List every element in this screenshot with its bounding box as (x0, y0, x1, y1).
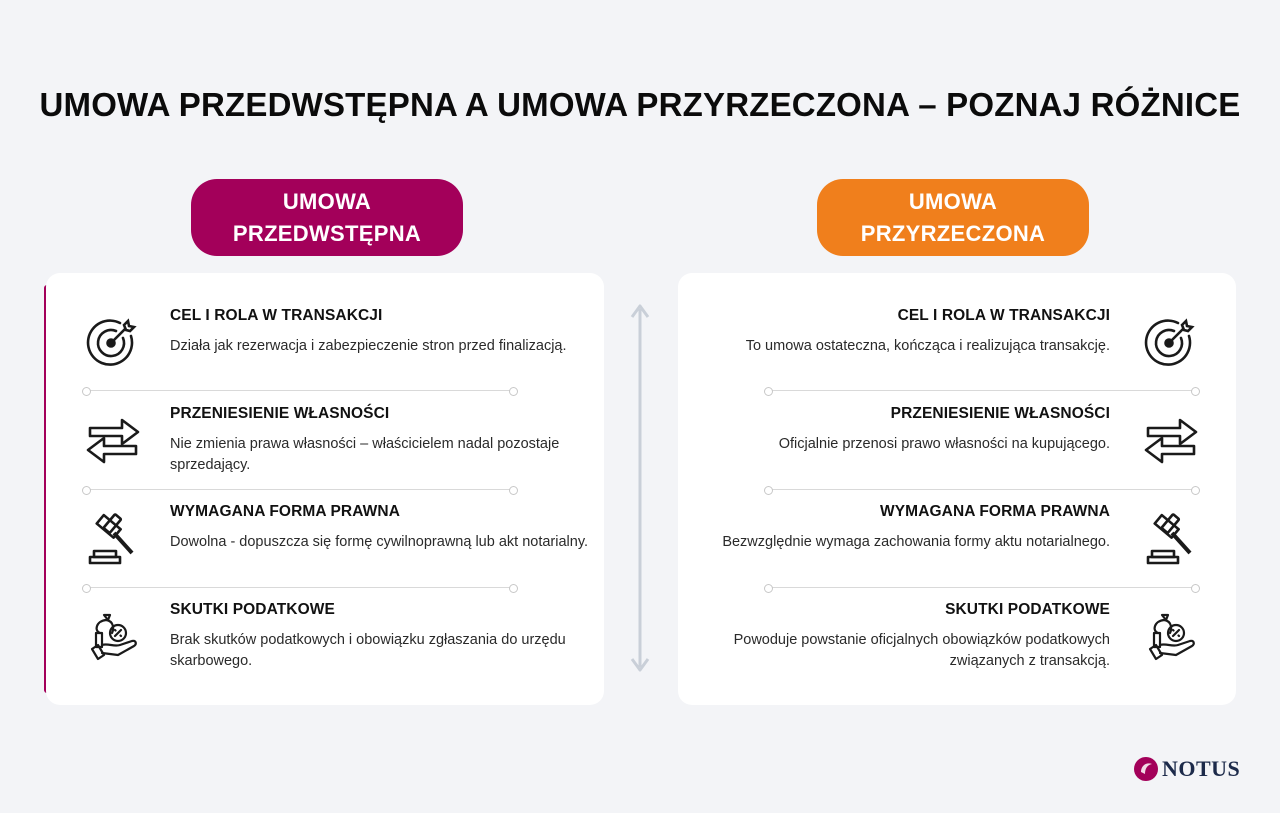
item-description: Powoduje powstanie oficjalnych obowiązków podatkowych związanych z transakcją. (733, 632, 1110, 669)
separator (768, 390, 1196, 391)
list-item (170, 601, 590, 672)
pill-umowa-przyrzeczona (817, 179, 1089, 256)
item-heading: PRZENIESIENIE WŁASNOŚCI (170, 405, 390, 422)
item-heading: PRZENIESIENIE WŁASNOŚCI (890, 405, 1110, 422)
transfer-arrows-icon (1142, 411, 1200, 469)
list-item (170, 405, 590, 476)
pill-line2: PRZYRZECZONA (860, 220, 1046, 246)
pill-line1: UMOWA (282, 188, 372, 214)
logo-text: NOTUS (1162, 756, 1241, 781)
item-description: Bezwzględnie wymaga zachowania formy aktu notarialnego. (722, 534, 1110, 550)
list-item (690, 405, 1110, 455)
item-heading: CEL I ROLA W TRANSAKCJI (897, 307, 1110, 324)
card-przyrzeczona (678, 273, 1236, 705)
list-item (690, 601, 1110, 672)
item-description: Brak skutków podatkowych i obowiązku zgłaszania do urzędu skarbowego. (170, 632, 566, 669)
separator (768, 489, 1196, 490)
list-item (690, 503, 1110, 553)
tax-hand-icon (1142, 607, 1200, 665)
item-description: Dowolna - dopuszcza się formę cywilnoprawną lub akt notarialny. (170, 534, 589, 550)
target-icon (84, 314, 142, 372)
target-icon (1142, 314, 1200, 372)
notus-logo-mark-icon (1133, 756, 1159, 782)
list-item (170, 503, 590, 553)
item-heading: WYMAGANA FORMA PRAWNA (880, 503, 1110, 520)
notus-logo (1133, 756, 1240, 782)
item-description: Nie zmienia prawa własności – właścicielem nadal pozostaje sprzedający. (170, 436, 560, 473)
gavel-icon (84, 509, 142, 567)
pill-line1: UMOWA (908, 188, 998, 214)
item-description: To umowa ostateczna, kończąca i realizująca transakcję. (745, 338, 1110, 354)
list-item (690, 307, 1110, 357)
item-heading: SKUTKI PODATKOWE (945, 601, 1110, 618)
double-arrow-icon (630, 303, 650, 673)
separator (86, 587, 514, 588)
gavel-icon (1142, 509, 1200, 567)
item-heading: WYMAGANA FORMA PRAWNA (170, 503, 400, 520)
card-przedwstepna (46, 273, 604, 705)
pill-umowa-przedwstepna (191, 179, 463, 256)
list-item (170, 307, 590, 357)
item-description: Działa jak rezerwacja i zabezpieczenie stron przed finalizacją. (170, 338, 567, 354)
separator (768, 587, 1196, 588)
tax-hand-icon (84, 607, 142, 665)
pill-line2: PRZEDWSTĘPNA (232, 220, 422, 246)
item-description: Oficjalnie przenosi prawo własności na kupującego. (778, 436, 1110, 452)
transfer-arrows-icon (84, 411, 142, 469)
page-title: UMOWA PRZEDWSTĘPNA A UMOWA PRZYRZECZONA – POZNAJ RÓŻNICE (39, 86, 1241, 123)
item-heading: SKUTKI PODATKOWE (170, 601, 335, 618)
item-heading: CEL I ROLA W TRANSAKCJI (170, 307, 383, 324)
separator (86, 390, 514, 391)
separator (86, 489, 514, 490)
